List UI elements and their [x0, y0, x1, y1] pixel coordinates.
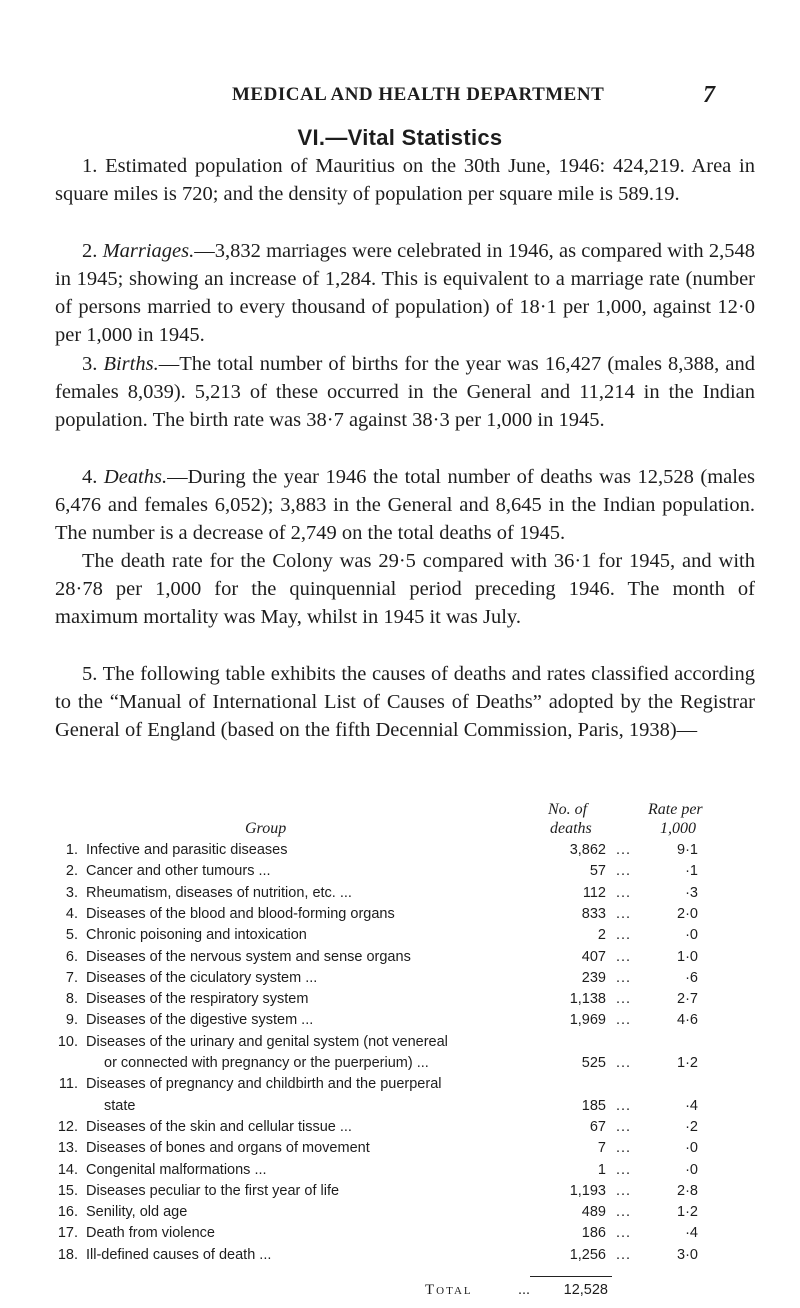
- row-rate: ·4: [685, 1097, 698, 1114]
- row-rate: ·0: [685, 1161, 698, 1178]
- row-leader: ...: [616, 905, 632, 922]
- row-deaths: 1,138: [569, 991, 606, 1008]
- row-number: 13.: [57, 1140, 78, 1157]
- row-number: 9.: [65, 1012, 78, 1029]
- row-deaths: 185: [581, 1097, 606, 1114]
- row-number: 16.: [57, 1204, 78, 1221]
- paragraph-death-rate: [55, 547, 755, 631]
- table-row: [0, 842, 800, 864]
- row-leader: ...: [616, 948, 632, 965]
- paragraph-number: 4.: [82, 466, 104, 488]
- row-label: Senility, old age: [86, 1204, 188, 1221]
- row-label: Diseases of the blood and blood-forming organs: [86, 905, 395, 922]
- row-deaths: 833: [581, 905, 606, 922]
- row-label: Diseases peculiar to the first year of life: [86, 1182, 340, 1199]
- row-leader: ...: [616, 969, 632, 986]
- row-rate: 9·1: [677, 842, 698, 858]
- table-row: [0, 970, 800, 992]
- row-deaths: 489: [581, 1204, 606, 1221]
- table-row-label-line: [0, 1034, 800, 1056]
- row-number: 14.: [57, 1161, 78, 1178]
- row-deaths: 407: [581, 948, 606, 965]
- row-rate: 1·2: [677, 1204, 698, 1221]
- row-label: Chronic poisoning and intoxication: [86, 927, 307, 944]
- table-row: [0, 949, 800, 971]
- row-number: 2.: [65, 863, 78, 880]
- column-header-deaths-line1: No. of: [548, 801, 588, 818]
- row-leader: ...: [616, 1182, 632, 1199]
- paragraph-text: —The total number of births for the year was 16,427 (males 8,388, and females 8,039). 5,213 of these occurred in the General and 11,214 in the Indian population. The birth rate was 38·7 against 38·3 per 1,000 in 1945.: [55, 353, 755, 431]
- row-deaths: 2: [597, 927, 606, 944]
- row-label: Death from violence: [86, 1225, 215, 1242]
- row-label: Diseases of the skin and cellular tissue ...: [86, 1118, 352, 1135]
- row-deaths: 239: [581, 969, 606, 986]
- row-deaths: 67: [589, 1118, 606, 1135]
- row-leader: ...: [616, 1161, 632, 1178]
- paragraph-number: 2.: [82, 240, 103, 262]
- row-deaths: 525: [581, 1055, 606, 1071]
- row-rate: ·3: [685, 884, 698, 901]
- row-deaths: 57: [589, 863, 606, 880]
- row-label: Diseases of pregnancy and childbirth and the puerperal: [86, 1076, 442, 1093]
- row-label: Diseases of the ciculatory system ...: [86, 969, 318, 986]
- row-deaths: 112: [582, 884, 606, 901]
- row-deaths: 7: [597, 1140, 606, 1157]
- table-row: [0, 1162, 800, 1184]
- paragraph-text: The death rate for the Colony was 29·5 compared with 36·1 for 1945, and with 28·78 per 1,000 for the quinquennial period preceding 1946. The month of maximum mortality was May, whilst in 1945 it was July.: [55, 550, 755, 628]
- row-number: 7.: [65, 969, 78, 986]
- total-value: 12,528: [563, 1282, 608, 1298]
- row-rate: 3·0: [677, 1246, 698, 1263]
- row-label-continued: state: [104, 1097, 136, 1114]
- row-leader: ...: [616, 1118, 632, 1135]
- table-row-label-line: [0, 1076, 800, 1098]
- table-row: [0, 863, 800, 885]
- column-header-deaths-line2: deaths: [550, 820, 592, 837]
- table-row: [0, 1012, 800, 1034]
- row-leader: ...: [616, 1204, 632, 1221]
- paragraph-births: [55, 350, 755, 434]
- row-leader: ...: [616, 863, 632, 880]
- paragraph-table-intro: [55, 660, 755, 744]
- row-label: Ill-defined causes of death ...: [86, 1246, 272, 1263]
- row-leader: ...: [616, 1055, 632, 1071]
- row-deaths: 1,193: [569, 1182, 606, 1199]
- total-leader: ...: [518, 1282, 531, 1298]
- column-header-group: Group: [245, 820, 287, 837]
- paragraph-title: Births.: [103, 353, 159, 375]
- row-rate: ·6: [685, 969, 698, 986]
- row-number: 12.: [57, 1118, 78, 1135]
- row-leader: ...: [616, 927, 632, 944]
- row-label: Diseases of the nervous system and sense organs: [86, 948, 411, 965]
- table-row: [0, 1225, 800, 1247]
- row-label: Infective and parasitic diseases: [86, 842, 288, 858]
- paragraph-marriages: [55, 237, 755, 349]
- table-row: [0, 927, 800, 949]
- page-number: 7: [703, 82, 715, 108]
- row-label: Cancer and other tumours ...: [86, 863, 271, 880]
- row-label: Diseases of the digestive system ...: [86, 1012, 314, 1029]
- row-leader: ...: [616, 1140, 632, 1157]
- paragraph-text: —During the year 1946 the total number of deaths was 12,528 (males 6,476 and females 6,052); 3,883 in the General and 8,645 in the Indian population. The number is a decrease of 2,749 on the total deaths of 1945.: [55, 466, 756, 544]
- column-header-rate-line2: 1,000: [660, 820, 696, 837]
- total-label: Total: [425, 1282, 473, 1298]
- row-label: Congenital malformations ...: [86, 1161, 267, 1178]
- column-header-rate-line1: Rate per: [648, 801, 703, 818]
- row-rate: ·1: [685, 863, 698, 880]
- row-rate: ·0: [685, 927, 698, 944]
- row-rate: ·2: [685, 1118, 698, 1135]
- row-rate: ·4: [685, 1225, 698, 1242]
- table-row: [0, 991, 800, 1013]
- row-leader: ...: [616, 1246, 632, 1263]
- paragraph-text: 1. Estimated population of Mauritius on the 30th June, 1946: 424,219. Area in square miles is 720; and the density of population per square mile is 589.19.: [55, 155, 755, 205]
- paragraph-title: Marriages.: [102, 240, 195, 262]
- section-heading: VI.—Vital Statistics: [297, 125, 503, 150]
- paragraph-deaths: [55, 463, 755, 547]
- row-leader: ...: [616, 884, 632, 901]
- paragraph-text: —3,832 marriages were celebrated in 1946, as compared with 2,548 in 1945; showing an increase of 1,284. This is equivalent to a marriage rate (number of persons married to every thousand of population) of 18·1 per 1,000, against 12·0 per 1,000 in 1945.: [55, 240, 756, 346]
- row-label: Diseases of the urinary and genital system (not venereal: [86, 1033, 448, 1050]
- paragraph-number: 3.: [82, 353, 104, 375]
- row-rate: 2·0: [677, 905, 698, 922]
- row-rate: 1·0: [677, 948, 698, 965]
- row-leader: ...: [616, 842, 632, 858]
- row-number: 11.: [58, 1076, 78, 1093]
- running-header: [0, 84, 800, 112]
- row-number: 10.: [57, 1033, 78, 1050]
- row-number: 18.: [57, 1246, 78, 1263]
- department-title: MEDICAL AND HEALTH DEPARTMENT: [232, 84, 605, 105]
- table-row: [0, 1140, 800, 1162]
- paragraph-population: [55, 152, 755, 208]
- row-rate: 2·7: [677, 991, 698, 1008]
- row-leader: ...: [616, 1012, 632, 1029]
- paragraph-text: 5. The following table exhibits the causes of deaths and rates classified according to the “Manual of International List of Causes of Deaths” adopted by the Registrar General of England (based on the fifth Decennial Commission, Paris, 1938)—: [55, 663, 755, 741]
- table-row: [0, 1119, 800, 1141]
- row-deaths: 186: [581, 1225, 606, 1242]
- row-rate: 2·8: [677, 1182, 698, 1199]
- table-row: [0, 1055, 800, 1077]
- row-deaths: 1,969: [569, 1012, 606, 1029]
- table-row: [0, 885, 800, 907]
- row-number: 8.: [65, 991, 78, 1008]
- row-label-continued: or connected with pregnancy or the puerperium) ...: [104, 1055, 429, 1071]
- table-row: [0, 1204, 800, 1226]
- row-rate: 4·6: [677, 1012, 698, 1029]
- row-deaths: 1: [597, 1161, 606, 1178]
- row-number: 15.: [57, 1182, 78, 1199]
- row-number: 1.: [65, 842, 78, 858]
- row-number: 5.: [65, 927, 78, 944]
- row-deaths: 3,862: [569, 842, 606, 858]
- row-deaths: 1,256: [569, 1246, 606, 1263]
- row-label: Diseases of the respiratory system: [86, 991, 309, 1008]
- row-rate: ·0: [685, 1140, 698, 1157]
- row-number: 6.: [65, 948, 78, 965]
- row-rate: 1·2: [677, 1055, 698, 1071]
- row-leader: ...: [616, 991, 632, 1008]
- paragraph-title: Deaths.: [103, 466, 168, 488]
- table-row: [0, 1247, 800, 1269]
- row-label: Diseases of bones and organs of movement: [86, 1140, 370, 1157]
- total-rule: [530, 1276, 612, 1277]
- table-row: [0, 906, 800, 928]
- row-number: 3.: [65, 884, 78, 901]
- row-label: Rheumatism, diseases of nutrition, etc. ...: [86, 884, 352, 901]
- row-leader: ...: [616, 1225, 632, 1242]
- table-row: [0, 1183, 800, 1205]
- table-row: [0, 1098, 800, 1120]
- row-number: 17.: [57, 1225, 78, 1242]
- row-leader: ...: [616, 1097, 632, 1114]
- row-number: 4.: [65, 905, 78, 922]
